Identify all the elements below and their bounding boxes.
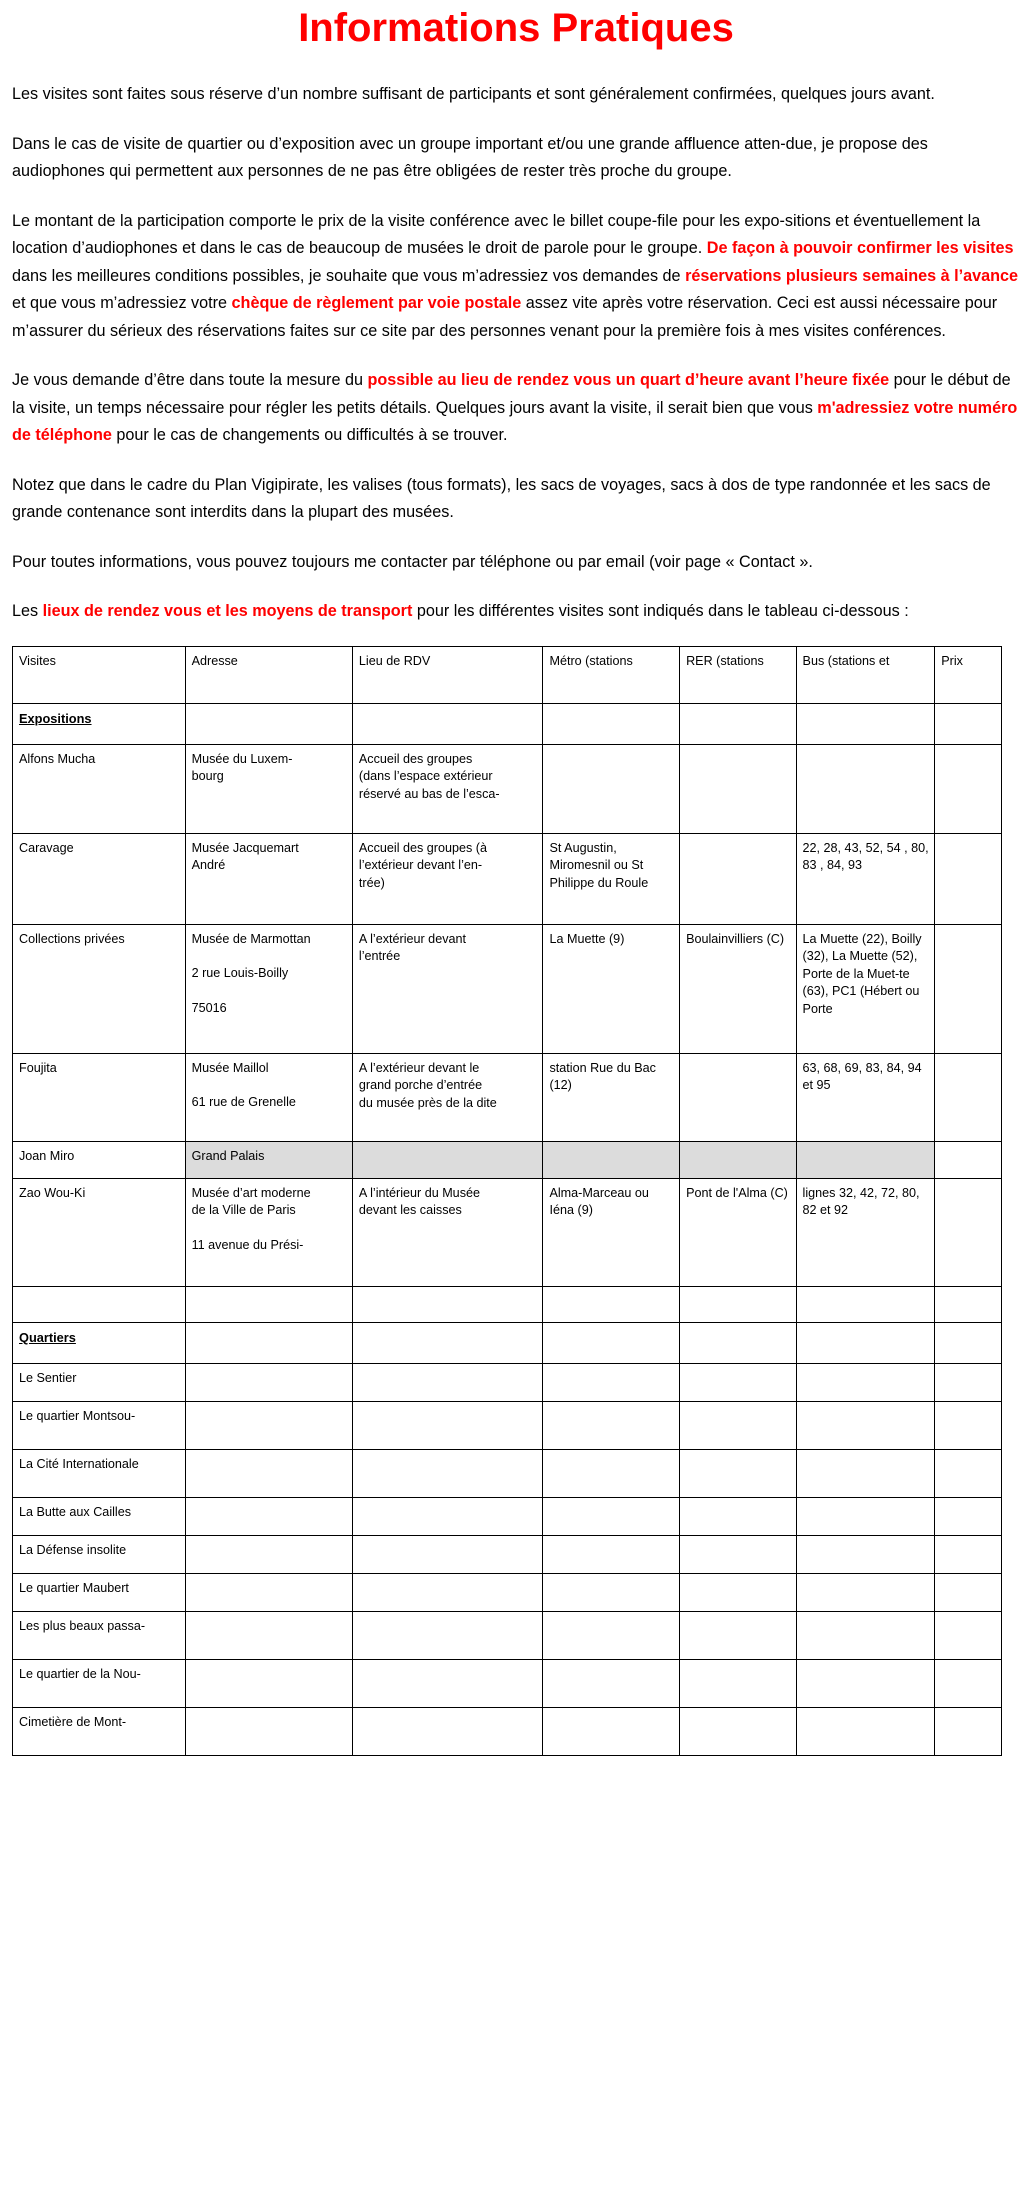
cell-lieu-line1: A l’intérieur du Musée	[358, 1185, 480, 1200]
section-cell-empty	[543, 703, 680, 744]
header-lieu-rdv: Lieu de RDV	[352, 646, 543, 703]
cell-lieu-rdv	[352, 1707, 543, 1755]
cell-adresse	[185, 1449, 352, 1497]
section-cell-empty	[935, 1322, 1002, 1363]
header-rer: RER (stations	[680, 646, 796, 703]
cell-prix	[935, 1401, 1002, 1449]
cell-adresse	[185, 1363, 352, 1401]
table-row	[13, 1611, 1002, 1659]
spacer-cell	[680, 1286, 796, 1322]
cell-adresse-spacer	[192, 983, 347, 1000]
cell-visite: La Cité Internationale	[13, 1449, 186, 1497]
section-cell-empty	[796, 1322, 935, 1363]
header-bus: Bus (stations et	[796, 646, 935, 703]
cell-prix	[935, 1449, 1002, 1497]
cell-rer	[680, 1573, 796, 1611]
cell-lieu-line1: A l’extérieur devant	[358, 931, 466, 946]
paragraph-participation	[12, 208, 1020, 346]
cell-metro	[543, 1363, 680, 1401]
table-row	[13, 1535, 1002, 1573]
cell-adresse-line1: Musée Maillol	[191, 1060, 269, 1075]
cell-lieu-line2: l’entrée	[358, 949, 401, 963]
paragraph-rendezvous-text-a: Je vous demande d’être dans toute la mesure du	[12, 371, 368, 389]
cell-prix	[935, 1573, 1002, 1611]
cell-adresse	[185, 744, 352, 833]
cell-adresse-line3: 75016	[191, 1000, 227, 1015]
cell-bus	[796, 1141, 935, 1178]
cell-adresse-spacer	[192, 948, 347, 965]
cell-rer	[680, 1053, 796, 1141]
cell-lieu-line2: grand porche d’entrée	[358, 1078, 483, 1092]
cell-lieu-rdv	[352, 924, 543, 1053]
table-row	[13, 1497, 1002, 1535]
table-row	[13, 1707, 1002, 1755]
cell-adresse-line3: 11 avenue du Prési-	[191, 1237, 304, 1252]
cell-adresse	[185, 833, 352, 924]
cell-lieu-line3: du musée près de la dite	[358, 1095, 497, 1110]
table-row	[13, 1659, 1002, 1707]
cell-adresse	[185, 1535, 352, 1573]
cell-metro	[543, 1401, 680, 1449]
cell-visite: Caravage	[13, 833, 186, 924]
cell-rer	[680, 1611, 796, 1659]
paragraph-rendezvous-text-b: pour le début de la visite, un temps nécessaire pour régler les petits détails. Quelques jours avant la visite, il serait bien que vous	[12, 371, 1011, 417]
cell-bus: La Muette (22), Boilly (32), La Muette (52), Porte de la Muet-te (63), PC1 (Hébert ou Porte	[796, 924, 935, 1053]
cell-visite: Alfons Mucha	[13, 744, 186, 833]
cell-lieu-rdv	[352, 1659, 543, 1707]
cell-lieu-rdv	[352, 1449, 543, 1497]
cell-rer	[680, 1363, 796, 1401]
cell-visite: Collections privées	[13, 924, 186, 1053]
paragraph-tableau-text-b: pour les différentes visites sont indiqués dans le tableau ci-dessous :	[412, 602, 909, 620]
cell-rer	[680, 833, 796, 924]
cell-bus	[796, 1611, 935, 1659]
spacer-cell	[796, 1286, 935, 1322]
cell-metro: station Rue du Bac (12)	[543, 1053, 680, 1141]
cell-adresse-line2: André	[191, 858, 226, 872]
cell-adresse	[185, 1707, 352, 1755]
cell-bus	[796, 1449, 935, 1497]
cell-prix	[935, 1178, 1002, 1286]
header-prix: Prix	[935, 646, 1002, 703]
header-metro: Métro (stations	[543, 646, 680, 703]
cell-visite: Le quartier de la Nou-	[13, 1659, 186, 1707]
cell-adresse-line1: Musée du Luxem-	[191, 751, 293, 766]
table-section-row-expositions	[13, 703, 1002, 744]
section-cell-empty	[352, 703, 543, 744]
highlight-quart-heure-avant: possible au lieu de rendez vous un quart d’heure avant l’heure fixée	[367, 371, 890, 389]
cell-bus: lignes 32, 42, 72, 80, 82 et 92	[796, 1178, 935, 1286]
cell-rer	[680, 1659, 796, 1707]
cell-bus	[796, 744, 935, 833]
table-row	[13, 1573, 1002, 1611]
page-title: Informations Pratiques	[298, 6, 734, 50]
cell-prix	[935, 1659, 1002, 1707]
cell-visite: Le Sentier	[13, 1363, 186, 1401]
cell-adresse	[185, 1053, 352, 1141]
cell-rer	[680, 744, 796, 833]
spacer-cell	[352, 1286, 543, 1322]
paragraph-rendezvous-text-c: pour le cas de changements ou difficultés à se trouver.	[111, 426, 508, 444]
section-cell-empty	[680, 1322, 796, 1363]
cell-bus	[796, 1497, 935, 1535]
cell-bus	[796, 1363, 935, 1401]
section-cell-empty	[352, 1322, 543, 1363]
cell-lieu-rdv	[352, 744, 543, 833]
paragraph-tableau-intro	[12, 598, 1020, 626]
cell-prix	[935, 833, 1002, 924]
cell-visite: Cimetière de Mont-	[13, 1707, 186, 1755]
cell-metro	[543, 1573, 680, 1611]
cell-visite: La Butte aux Cailles	[13, 1497, 186, 1535]
cell-rer	[680, 1497, 796, 1535]
highlight-lieux-transport: lieux de rendez vous et les moyens de transport	[42, 602, 413, 620]
cell-bus	[796, 1535, 935, 1573]
section-cell-empty	[185, 1322, 352, 1363]
document-page	[0, 6, 1034, 2189]
table-row	[13, 924, 1002, 1053]
cell-adresse	[185, 1659, 352, 1707]
cell-adresse-line2: bourg	[191, 769, 224, 783]
cell-visite: Joan Miro	[13, 1141, 186, 1178]
cell-metro: La Muette (9)	[543, 924, 680, 1053]
paragraph-intro: Les visites sont faites sous réserve d’un nombre suffisant de participants et sont généralement confirmées, quelques jours avant.	[12, 85, 935, 103]
cell-rer	[680, 1535, 796, 1573]
cell-visite: Les plus beaux passa-	[13, 1611, 186, 1659]
spacer-cell	[543, 1286, 680, 1322]
cell-bus	[796, 1573, 935, 1611]
cell-adresse	[185, 1401, 352, 1449]
cell-bus	[796, 1707, 935, 1755]
cell-prix	[935, 1535, 1002, 1573]
cell-visite: Foujita	[13, 1053, 186, 1141]
cell-bus: 22, 28, 43, 52, 54 , 80, 83 , 84, 93	[796, 833, 935, 924]
cell-prix	[935, 1053, 1002, 1141]
cell-metro: St Augustin, Miromesnil ou St Philippe du Roule	[543, 833, 680, 924]
cell-adresse-line1: Musée de Marmottan	[191, 931, 311, 946]
cell-lieu-rdv	[352, 1363, 543, 1401]
cell-lieu-rdv	[352, 1178, 543, 1286]
table-row	[13, 744, 1002, 833]
spacer-cell	[185, 1286, 352, 1322]
highlight-numero-telephone: m'adressiez votre numéro de téléphone	[12, 398, 1018, 444]
paragraph-contact: Pour toutes informations, vous pouvez toujours me contacter par téléphone ou par email (voir page « Contact ».	[12, 552, 813, 571]
cell-visite: Le quartier Montsou-	[13, 1401, 186, 1449]
cell-lieu-line2: (dans l’espace extérieur	[358, 769, 493, 783]
cell-lieu-line2: devant les caisses	[358, 1203, 462, 1217]
table-row	[13, 1401, 1002, 1449]
cell-metro	[543, 744, 680, 833]
cell-adresse-spacer	[192, 1077, 347, 1094]
cell-adresse: Grand Palais	[185, 1141, 352, 1178]
cell-adresse-spacer	[192, 1220, 347, 1237]
highlight-cheque-postale: chèque de règlement par voie postale	[231, 294, 522, 312]
table-row	[13, 833, 1002, 924]
cell-lieu-rdv	[352, 833, 543, 924]
spacer-cell	[935, 1286, 1002, 1322]
table-spacer-row	[13, 1286, 1002, 1322]
cell-bus	[796, 1401, 935, 1449]
header-visites: Visites	[13, 646, 186, 703]
rendezvous-table	[12, 646, 1002, 1756]
table-row	[13, 1363, 1002, 1401]
cell-metro	[543, 1141, 680, 1178]
section-cell-empty	[935, 703, 1002, 744]
cell-lieu-line1: A l’extérieur devant le	[358, 1060, 480, 1075]
cell-bus	[796, 1659, 935, 1707]
cell-lieu-rdv	[352, 1611, 543, 1659]
section-label-quartiers: Quartiers	[13, 1322, 186, 1363]
header-adresse: Adresse	[185, 646, 352, 703]
cell-rer: Boulainvilliers (C)	[680, 924, 796, 1053]
cell-metro	[543, 1449, 680, 1497]
cell-prix	[935, 1141, 1002, 1178]
cell-metro	[543, 1707, 680, 1755]
cell-lieu-rdv	[352, 1497, 543, 1535]
table-row	[13, 1449, 1002, 1497]
cell-metro	[543, 1535, 680, 1573]
table-row	[13, 1178, 1002, 1286]
cell-rer: Pont de l'Alma (C)	[680, 1178, 796, 1286]
section-label-expositions: Expositions	[13, 703, 186, 744]
cell-prix	[935, 1707, 1002, 1755]
cell-prix	[935, 1611, 1002, 1659]
cell-lieu-line3: réservé au bas de l’esca-	[358, 786, 500, 801]
highlight-reservations-avance: réservations plusieurs semaines à l’avance	[685, 266, 1018, 285]
cell-lieu-rdv	[352, 1573, 543, 1611]
section-cell-empty	[185, 703, 352, 744]
table-row	[13, 1053, 1002, 1141]
cell-prix	[935, 744, 1002, 833]
highlight-confirmer-visites: De façon à pouvoir confirmer les visites	[706, 239, 1014, 257]
cell-rer	[680, 1449, 796, 1497]
cell-adresse-line2: 2 rue Louis-Boilly	[191, 966, 289, 980]
cell-adresse	[185, 1573, 352, 1611]
paragraph-tableau-text-a: Les	[12, 602, 43, 620]
table-section-row-quartiers	[13, 1322, 1002, 1363]
paragraph-participation-text-d: assez vite après votre réservation. Ceci est aussi nécessaire pour m’assurer du sérieux des réservations faites sur ce site par des personnes venant pour la première fois à mes visites conférences.	[12, 294, 998, 340]
cell-adresse-line2: de la Ville de Paris	[191, 1203, 296, 1217]
section-cell-empty	[543, 1322, 680, 1363]
cell-adresse-line2: 61 rue de Grenelle	[191, 1095, 296, 1109]
paragraph-audiophones: Dans le cas de visite de quartier ou d’exposition avec un groupe important et/ou une grande affluence atten-due, je propose des audiophones qui permettent aux personnes de ne pas être obligées de rester très proche du groupe.	[12, 134, 928, 180]
cell-lieu-rdv	[352, 1053, 543, 1141]
cell-bus: 63, 68, 69, 83, 84, 94 et 95	[796, 1053, 935, 1141]
cell-metro: Alma-Marceau ou Iéna (9)	[543, 1178, 680, 1286]
cell-lieu-line2: l’extérieur devant l’en-	[358, 858, 483, 872]
table-header-row	[13, 646, 1002, 703]
cell-lieu-rdv	[352, 1401, 543, 1449]
cell-metro	[543, 1611, 680, 1659]
cell-adresse-line1: Musée Jacquemart	[191, 840, 299, 855]
cell-adresse	[185, 1611, 352, 1659]
section-cell-empty	[796, 703, 935, 744]
paragraph-vigipirate: Notez que dans le cadre du Plan Vigipirate, les valises (tous formats), les sacs de voyages, sacs à dos de type randonnée et les sacs de grande contenance sont interdits dans la plupart des musées.	[12, 475, 991, 521]
cell-visite: Le quartier Maubert	[13, 1573, 186, 1611]
cell-lieu-line1: Accueil des groupes	[358, 751, 473, 766]
cell-lieu-line3: trée)	[358, 875, 385, 890]
cell-lieu-rdv	[352, 1535, 543, 1573]
cell-prix	[935, 1363, 1002, 1401]
cell-adresse	[185, 1178, 352, 1286]
cell-rer	[680, 1707, 796, 1755]
cell-visite: Zao Wou-Ki	[13, 1178, 186, 1286]
paragraph-participation-text-a: Le montant de la participation comporte le prix de la visite conférence avec le billet coupe-file pour les expo-sitions et éventuellement la location d’audiophones et dans le cas de beaucoup de musées le droit de parole pour le groupe.	[12, 211, 981, 257]
cell-lieu-rdv	[352, 1141, 543, 1178]
cell-lieu-line1: Accueil des groupes (à	[358, 840, 487, 855]
cell-rer	[680, 1401, 796, 1449]
cell-prix	[935, 924, 1002, 1053]
cell-prix	[935, 1497, 1002, 1535]
spacer-cell	[13, 1286, 186, 1322]
cell-adresse	[185, 1497, 352, 1535]
cell-adresse-line1: Musée d’art moderne	[191, 1185, 311, 1200]
cell-adresse	[185, 924, 352, 1053]
cell-metro	[543, 1497, 680, 1535]
paragraph-participation-text-c: et que vous m’adressiez votre	[12, 294, 232, 312]
table-row	[13, 1141, 1002, 1178]
cell-rer	[680, 1141, 796, 1178]
paragraph-participation-text-b: dans les meilleures conditions possibles, je souhaite que vous m’adressiez vos demandes de	[12, 266, 686, 285]
cell-visite: La Défense insolite	[13, 1535, 186, 1573]
section-cell-empty	[680, 703, 796, 744]
cell-metro	[543, 1659, 680, 1707]
paragraph-rendezvous	[12, 367, 1020, 450]
